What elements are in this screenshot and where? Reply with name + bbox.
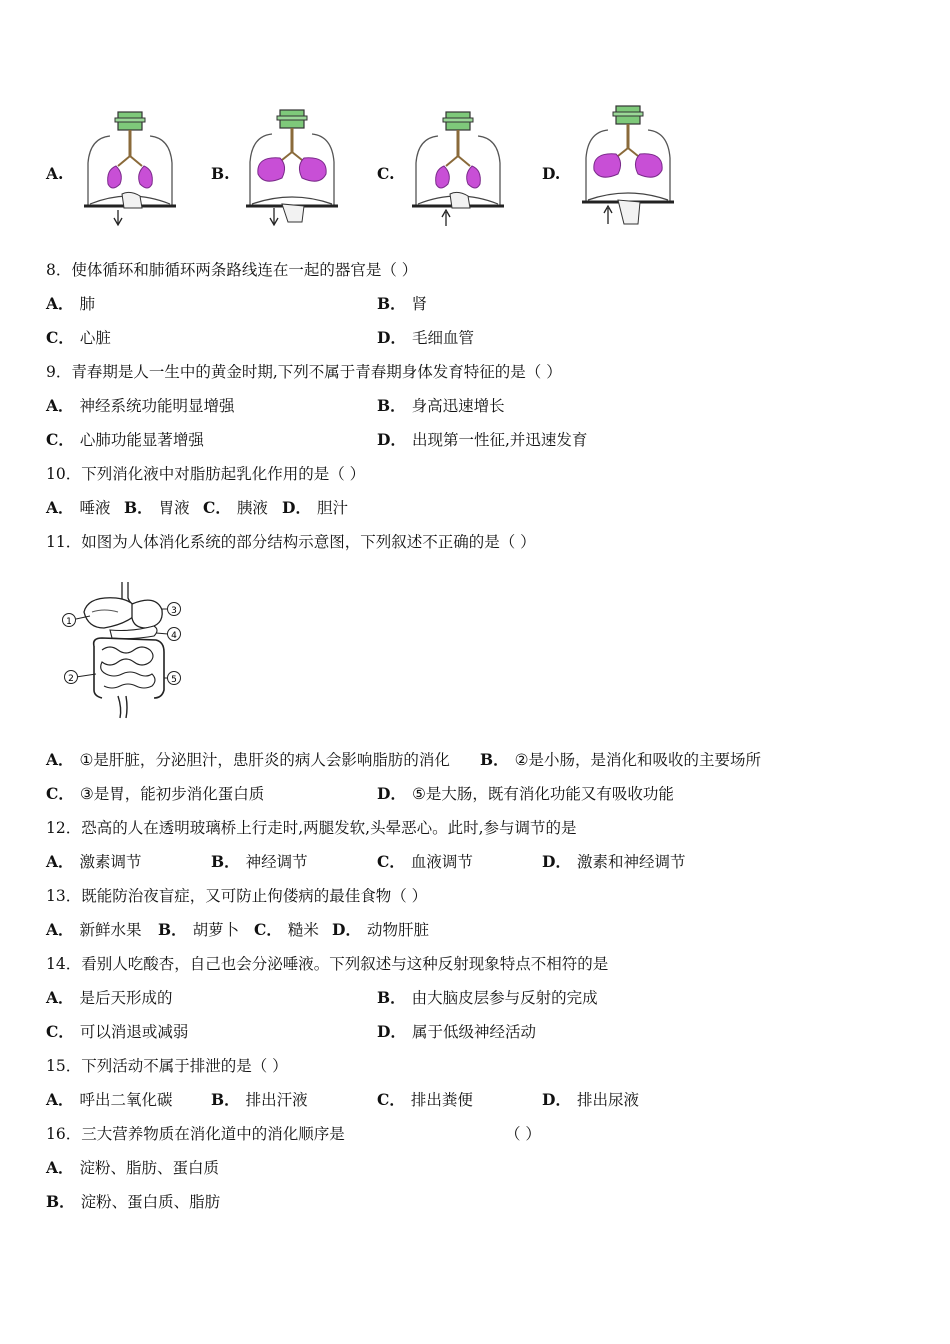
bell-jar-figure-a [80,108,180,230]
q16-option-b[interactable]: B． 淀粉、蛋白质、脂肪 [46,1192,221,1211]
q11-option-a[interactable]: A． ①是肝脏，分泌胆汁，患肝炎的病人会影响脂肪的消化 [46,750,450,769]
q8-option-d[interactable]: D． 毛细血管 [377,328,474,347]
q13-option-b[interactable]: B． 胡萝卜 [158,920,240,939]
digestive-system-figure [58,578,188,720]
question-16-stem: 16．三大营养物质在消化道中的消化顺序是 [46,1125,345,1143]
q13-option-d[interactable]: D． 动物肝脏 [332,920,429,939]
question-13-stem: 13．既能防治夜盲症，又可防止佝偻病的最佳食物（ ） [46,887,428,905]
q14-option-b[interactable]: B． 由大脑皮层参与反射的完成 [377,988,598,1007]
q8-option-b[interactable]: B． 肾 [377,294,428,313]
q11-option-b[interactable]: B． ②是小肠，是消化和吸收的主要场所 [480,750,762,769]
q10-option-b[interactable]: B． 胃液 [124,498,190,517]
q14-option-d[interactable]: D． 属于低级神经活动 [377,1022,536,1041]
question-16-answer-blank: （ ） [505,1125,541,1143]
q12-option-d[interactable]: D． 激素和神经调节 [542,852,686,871]
q15-option-a[interactable]: A． 呼出二氧化碳 [46,1090,173,1109]
q15-option-c[interactable]: C． 排出粪便 [377,1090,473,1109]
question-11-stem: 11．如图为人体消化系统的部分结构示意图，下列叙述不正确的是（ ） [46,533,536,551]
q9-option-a[interactable]: A． 神经系统功能明显增强 [46,396,235,415]
q10-option-c[interactable]: C． 胰液 [203,498,268,517]
q9-option-b[interactable]: B． 身高迅速增长 [377,396,505,415]
q8-option-c[interactable]: C． 心脏 [46,328,111,347]
question-12-stem: 12．恐高的人在透明玻璃桥上行走时,两腿发软,头晕恶心。此时,参与调节的是 [46,819,577,837]
bell-jar-figure-c [408,108,508,230]
figure-label-c: C. [377,164,395,183]
q14-option-c[interactable]: C． 可以消退或减弱 [46,1022,189,1041]
q13-option-a[interactable]: A． 新鲜水果 [46,920,142,939]
question-8-stem: 8．使体循环和肺循环两条路线连在一起的器官是（ ） [46,261,418,279]
svg-text:4: 4 [171,631,177,641]
figure-label-d: D. [542,164,561,183]
bell-jar-figure-d [578,100,678,230]
figure-label-a: A. [46,164,64,183]
q15-option-d[interactable]: D． 排出尿液 [542,1090,639,1109]
q9-option-d[interactable]: D． 出现第一性征,并迅速发育 [377,430,588,449]
q11-option-d[interactable]: D． ⑤是大肠，既有消化功能又有吸收功能 [377,784,674,803]
svg-text:3: 3 [171,606,177,616]
q15-option-b[interactable]: B． 排出汗液 [211,1090,308,1109]
q12-option-c[interactable]: C． 血液调节 [377,852,473,871]
question-15-stem: 15．下列活动不属于排泄的是（ ） [46,1057,288,1075]
q13-option-c[interactable]: C． 糙米 [254,920,319,939]
figure-label-b: B. [211,164,230,183]
q12-option-a[interactable]: A． 激素调节 [46,852,142,871]
q14-option-a[interactable]: A． 是后天形成的 [46,988,173,1007]
bell-jar-figure-b [242,104,342,230]
question-9-stem: 9．青春期是人一生中的黄金时期,下列不属于青春期身体发育特征的是（ ） [46,363,562,381]
q8-option-a[interactable]: A． 肺 [46,294,96,313]
svg-text:5: 5 [171,675,177,685]
q11-option-c[interactable]: C． ③是胃，能初步消化蛋白质 [46,784,265,803]
question-14-stem: 14．看别人吃酸杏，自己也会分泌唾液。下列叙述与这种反射现象特点不相符的是 [46,955,609,973]
question-10-stem: 10．下列消化液中对脂肪起乳化作用的是（ ） [46,465,366,483]
q12-option-b[interactable]: B． 神经调节 [211,852,308,871]
svg-text:1: 1 [66,617,72,627]
q9-option-c[interactable]: C． 心肺功能显著增强 [46,430,204,449]
q16-option-a[interactable]: A． 淀粉、脂肪、蛋白质 [46,1158,220,1177]
q10-option-d[interactable]: D． 胆汁 [282,498,348,517]
q10-option-a[interactable]: A． 唾液 [46,498,111,517]
svg-text:2: 2 [68,674,74,684]
